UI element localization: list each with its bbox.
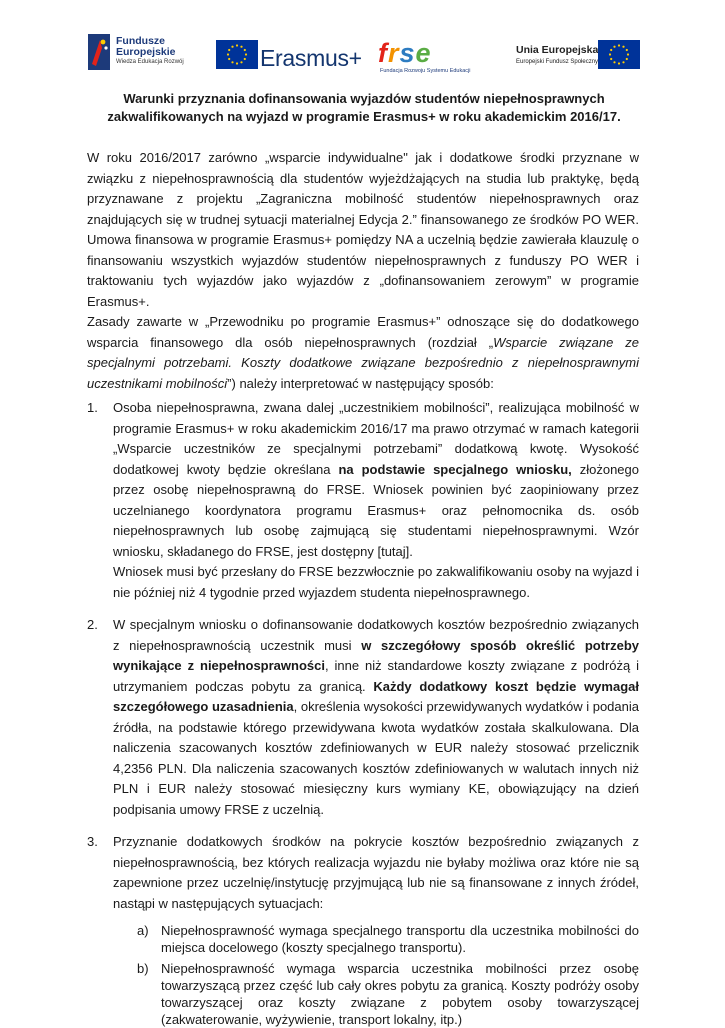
item2-bold-1: w szczegółowy sposób określić potrzeby wynikające z niepełnosprawności <box>113 637 639 673</box>
item2-text-a: W specjalnym wniosku o dofinansowanie dodatkowych kosztów bezpośrednio związanych z niepełnosprawnością uczestnik musi <box>113 617 639 653</box>
sub-list-item-b <box>137 960 639 1028</box>
frse-wordmark: frse <box>378 38 432 68</box>
item2-bold-2: Każdy dodatkowy koszt będzie wymagał szczegółowego uzasadnienia <box>113 678 639 714</box>
item2-text-c: , określenia wysokości przewidywanych wydatków i podania źródła, na podstawie którego przewidywana kwota wydatków została skalkulowana. Dla naliczenia szacowanych kosztów zdefiniowanych w EUR należy stosować przelicznik 4,2356 PLN. Dla naliczenia szacowanych kosztów zdefiniowanych w walutach innych niż PLN i EUR należy stosować miesięczny kurs wymiany KE, obowiązujący na dzień podpisania umowy FRSE z uczelnią. <box>113 699 639 817</box>
item1-text-a: Osoba niepełnosprawna, zwana dalej „uczestnikiem mobilności”, realizująca mobilność w programie Erasmus+ w roku akademickim 2016/17 ma prawo otrzymać w ramach kategorii „Wsparcie uczestników ze specjalnymi potrzebami” dodatkową kwotę. Wysokość dodatkowej kwoty będzie określana <box>113 400 639 477</box>
frse-logo <box>378 40 473 80</box>
logo-bar <box>0 0 725 80</box>
item1-text-b: złożonego przez osobę niepełnosprawną do FRSE. Wniosek powinien być zaopiniowany przez uczelnianego koordynatora programu Erasmus+ oraz pełnomocnika ds. osób niepełnosprawnych lub osobę zajmującą się studentami niepełnosprawnymi. Wzór wniosku, składanego do FRSE, jest dostępny [tutaj]. <box>113 461 639 559</box>
fundusze-line3: Wiedza Edukacja Rozwój <box>116 59 184 65</box>
eu-flag-icon <box>216 40 258 69</box>
ue-line2: Europejski Fundusz Społeczny <box>516 59 599 65</box>
rules-paragraph <box>87 312 639 394</box>
rules-chapter-title: Wsparcie związane ze specjalnymi potrzebami. Koszty dodatkowe związane bezpośrednio z niepełnosprawnymi uczestnikami mobilności <box>87 334 640 391</box>
ue-line1: Unia Europejska <box>516 44 599 56</box>
rules-text-b: ”) należy interpretować w następujący sposób: <box>227 375 494 391</box>
list-item-3 <box>87 832 639 914</box>
item3-text: Przyznanie dodatkowych środków na pokrycie kosztów bezpośrednio związanych z niepełnosprawnością, bez których realizacja wyjazdu nie byłaby możliwa oraz które nie są zapewnione przez uczelnię/instytucję przyjmującą lub nie są finansowane z innych źródeł, nastąpi w następujących sytuacjach: <box>113 834 639 911</box>
rules-text-a: Zasady zawarte w „Przewodniku po programie Erasmus+” odnoszące się do dodatkowego wsparcia finansowego dla osób niepełnosprawnych (rozdział „ <box>87 314 639 350</box>
list-number: 2. <box>87 617 98 632</box>
frse-subtitle: Fundacja Rozwoju Systemu Edukacji <box>380 68 471 74</box>
erasmus-wordmark: Erasmus+ <box>260 45 362 71</box>
list-number: 3. <box>87 834 98 849</box>
item1-second-paragraph: Wniosek musi być przesłany do FRSE bezzwłocznie po zakwalifikowaniu osoby na wyjazd i nie później niż 4 tygodnie przed wyjazdem studenta niepełnosprawnego. <box>113 564 640 600</box>
sub-list-letter: a) <box>137 923 149 938</box>
fundusze-europejskie-mark-icon <box>88 34 110 70</box>
fundusze-europejskie-logo <box>88 34 198 78</box>
fundusze-line1: Fundusze <box>116 35 165 47</box>
list-item-2 <box>87 615 639 820</box>
document-title: Warunki przyznania dofinansowania wyjazdów studentów niepełnosprawnych zakwalifikowanych na wyjazd w programie Erasmus+ w roku akademickim 2016/17. <box>107 91 621 124</box>
item2-text-b: , inne niż standardowe koszty związane z podróżą i utrzymaniem podczas pobytu za granicą. <box>113 658 640 694</box>
sub-list-text: Niepełnosprawność wymaga specjalnego transportu dla uczestnika mobilności do miejsca docelowego (koszty specjalnego transportu). <box>161 923 639 955</box>
fundusze-line2: Europejskie <box>116 46 176 58</box>
erasmus-logo <box>216 40 362 74</box>
sub-list-letter: b) <box>137 961 149 976</box>
unia-europejska-logo <box>516 40 646 74</box>
intro-paragraph: W roku 2016/2017 zarówno „wsparcie indywidualne" jak i dodatkowe środki przyznane w związku z niepełnosprawnością dla studentów wyjeżdżających na studia lub praktykę, będą przyznawane z projektu „Zagraniczna mobilność studentów niepełnosprawnych oraz znajdujących się w trudnej sytuacji materialnej Edycja 2.” finansowanego ze środków PO WER. Umowa finansowa w programie Erasmus+ pomiędzy NA a uczelnią będzie zawierała klauzulę o finansowaniu wszystkich wyjazdów studentów niepełnosprawnych z funduszy PO WER i traktowaniu tych wyjazdów jako wyjazdów z „dofinansowaniem zerowym” w programie Erasmus+. <box>87 150 639 309</box>
item1-bold: na podstawie specjalnego wniosku, <box>338 461 572 477</box>
sub-list-item-a <box>137 922 639 956</box>
list-number: 1. <box>87 400 98 415</box>
sub-list <box>87 922 639 1028</box>
document-body <box>87 148 639 1028</box>
list-item-1 <box>87 398 639 562</box>
sub-list-text: Niepełnosprawność wymaga wsparcia uczestnika mobilności przez osobę towarzyszącą przez część lub cały okres pobytu za granicą. Koszty podróży osoby towarzyszącej oraz koszty związane z pobytem osoby towarzyszącej (zakwaterowanie, wyżywienie, transport lokalny, itp.) <box>161 961 639 1027</box>
eu-flag-icon <box>598 40 640 69</box>
